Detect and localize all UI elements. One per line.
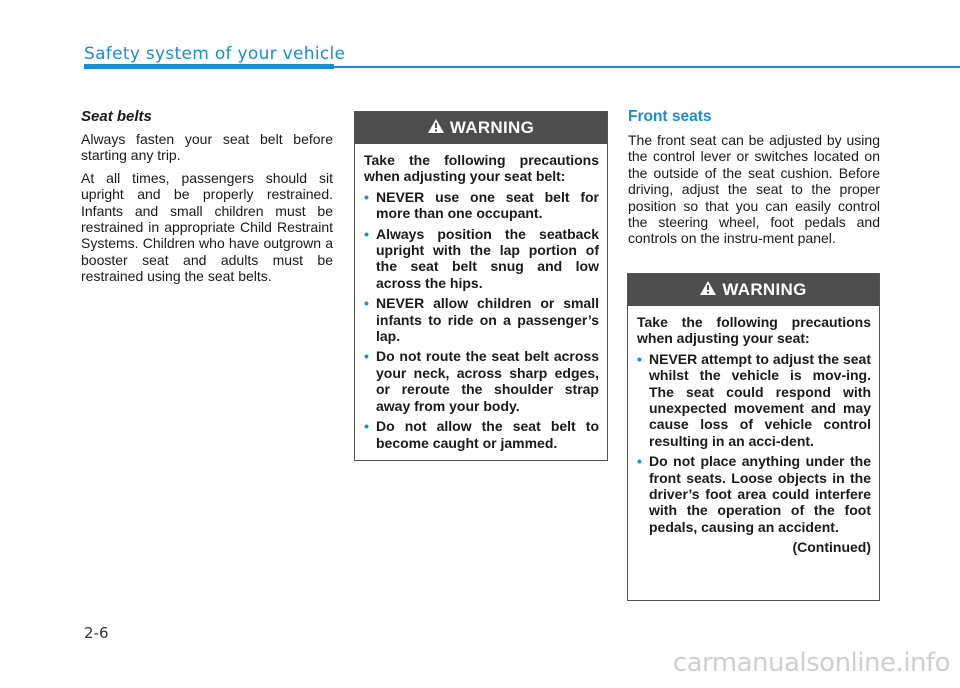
warning-item: • Do not allow the seat belt to become caught or jammed. (364, 418, 599, 451)
front-seats-paragraph: The front seat can be adjusted by using the control lever or switches located on the outside of the seat cushion. Before driving, adjust the seat to the proper position so that you can easily control the steering wheel, foot pedals and controls on the instru-ment panel. (628, 132, 880, 247)
seat-adjust-warning-box (627, 273, 880, 601)
warning-item: • NEVER use one seat belt for more than one occupant. (364, 188, 599, 222)
bullet-dot: • (364, 348, 369, 365)
warning-intro: Take the following precautions when adjusting your seat: (637, 314, 871, 347)
seat-belts-paragraph-1: Always fasten your seat belt before starting any trip. (81, 131, 333, 164)
front-seats-section (628, 108, 880, 253)
warning-item: • Do not route the seat belt across your neck, across sharp edges, or reroute the shoulder strap away from your body. (364, 348, 599, 414)
page-number: 2-6 (84, 624, 109, 642)
seat-belt-warning-box (354, 111, 608, 461)
warning-header (628, 274, 879, 306)
warning-triangle-icon (428, 118, 450, 138)
warning-label: WARNING (722, 280, 807, 299)
warning-item: • Always position the seatback upright with the lap portion of the seat belt snug and low across the hips. (364, 225, 599, 291)
warning-item: • NEVER allow children or small infants to ride on a passenger’s lap. (364, 295, 599, 345)
seat-belts-heading: Seat belts (81, 108, 152, 125)
continued-label: (Continued) (792, 539, 871, 556)
warning-triangle-icon (700, 280, 722, 300)
bullet-dot: • (364, 225, 369, 242)
bullet-dot: • (364, 295, 369, 312)
bullet-dot: • (364, 188, 369, 205)
warning-header (355, 112, 607, 144)
bullet-dot: • (637, 453, 642, 470)
header-title: Safety system of your vehicle (84, 44, 346, 64)
header-rule-thin (334, 66, 960, 68)
warning-item: • NEVER attempt to adjust the seat whilst the vehicle is mov-ing. The seat could respond with unexpected movement and may cause loss of vehicle control resulting in an acci-dent. (637, 350, 871, 449)
watermark: carmanualsonline.info (672, 648, 950, 678)
bullet-dot: • (364, 418, 369, 435)
bullet-dot: • (637, 350, 642, 367)
warning-item: • Do not place anything under the front seats. Loose objects in the driver’s foot area could interfere with the operation of the foot pedals, causing an accident. (637, 453, 871, 535)
front-seats-heading: Front seats (628, 108, 712, 125)
seat-belts-paragraph-2: At all times, passengers should sit upright and be properly restrained. Infants and small children must be restrained in appropriate Child Restraint Systems. Children who have outgrown a booster seat and adults must be restrained using the seat belts. (81, 169, 333, 285)
warning-label: WARNING (449, 118, 535, 137)
seat-belts-section (81, 108, 333, 291)
header-rule-thick (84, 64, 334, 69)
warning-intro: Take the following precautions when adjusting your seat belt: (364, 152, 599, 185)
